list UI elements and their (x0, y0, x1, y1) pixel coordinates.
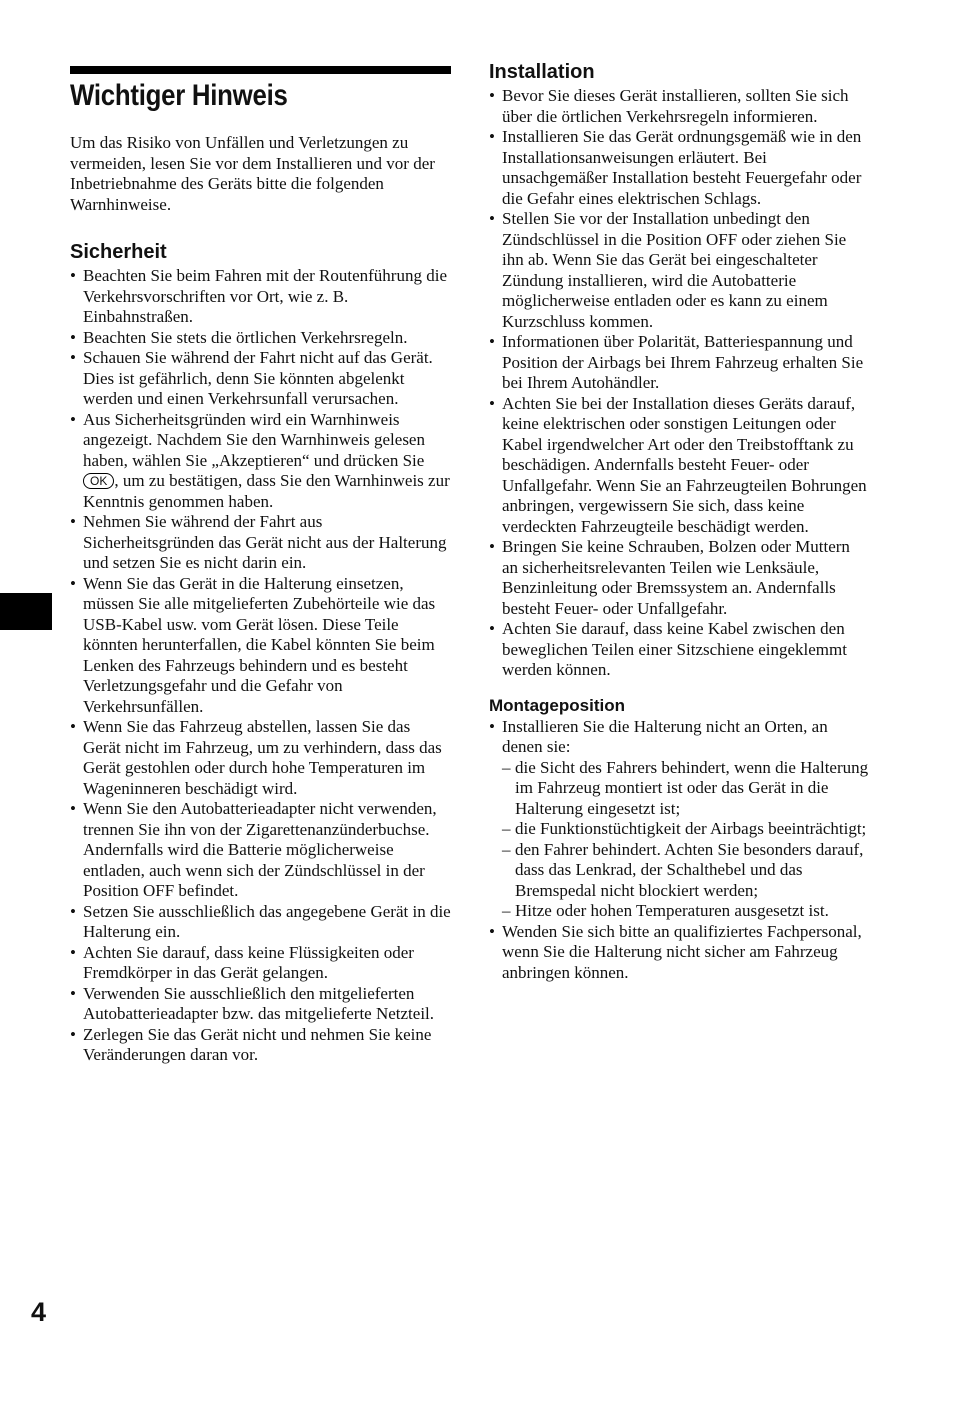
left-column (70, 133, 452, 1066)
sublist-item: – die Sicht des Fahrers behindert, wenn die Halterung im Fahrzeug montiert ist oder das Gerät in die Halterung eingesetzt ist; (502, 758, 869, 820)
list-item: • Stellen Sie vor der Installation unbedingt den Zündschlüssel in die Position OFF oder ziehen Sie ihn ab. Wenn Sie das Gerät bei eingeschalteter Zündung installieren, wird die Autobatterie möglicherweise entladen oder es kann zu einem Kurzschluss kommen. (489, 209, 869, 332)
list-item: • Installieren Sie das Gerät ordnungsgemäß wie in den Installationsanweisungen erläutert. Bei unsachgemäßer Installation besteht Feuergefahr oder die Gefahr eines elektrischen Schlags. (489, 127, 869, 209)
list-item (70, 410, 452, 513)
section-heading-installation: Installation (489, 61, 595, 83)
list-item: • Wenden Sie sich bitte an qualifiziertes Fachpersonal, wenn Sie die Halterung nicht sicher am Fahrzeug anbringen können. (489, 922, 869, 984)
ok-button-symbol: OK (83, 473, 114, 489)
sublist-item: – die Funktionstüchtigkeit der Airbags beeinträchtigt; (502, 819, 869, 840)
list-item: • Achten Sie bei der Installation dieses Geräts darauf, keine elektrischen oder sonstigen Leitungen oder Kabel irgendwelcher Art oder den Treibstofftank zu beschädigen. Andernfalls besteht Feuer- oder Unfallgefahr. Wenn Sie an Fahrzeugteilen Bohrungen anbringen, vergewissern Sie sich, dass keine verdeckten Fahrzeugteile beschädigt werden. (489, 394, 869, 538)
mounting-list (489, 717, 869, 984)
list-item-text: Aus Sicherheitsgründen wird ein Warnhinweis angezeigt. Nachdem Sie den Warnhinweis gelesen haben, wählen Sie „Akzeptieren“ und drücken Sie (83, 409, 425, 470)
intro-paragraph: Um das Risiko von Unfällen und Verletzungen zu vermeiden, lesen Sie vor dem Installieren und vor der Inbetriebnahme des Geräts bitte die folgenden Warnhinweise. (70, 133, 435, 214)
sublist-item: – den Fahrer behindert. Achten Sie besonders darauf, dass das Lenkrad, der Schalthebel und das Bremspedal nicht blockiert werden; (502, 840, 869, 902)
list-item: • Schauen Sie während der Fahrt nicht auf das Gerät. Dies ist gefährlich, denn Sie könnten abgelenkt werden und einen Verkehrsunfall verursachen. (70, 348, 452, 410)
list-item: • Wenn Sie das Fahrzeug abstellen, lassen Sie das Gerät nicht im Fahrzeug, um zu verhindern, dass das Gerät gestohlen oder durch hohe Temperaturen im Wageninneren beschädigt wird. (70, 717, 452, 799)
sublist-item: – Hitze oder hohen Temperaturen ausgesetzt ist. (502, 901, 869, 922)
list-item: • Nehmen Sie während der Fahrt aus Sicherheitsgründen das Gerät nicht aus der Halterung und setzen Sie es nicht darin ein. (70, 512, 452, 574)
page-title: Wichtiger Hinweis (70, 79, 288, 112)
list-item: • Zerlegen Sie das Gerät nicht und nehmen Sie keine Veränderungen daran vor. (70, 1025, 452, 1066)
page-number: 4 (31, 1297, 47, 1327)
subsection-heading-montageposition: Montageposition (489, 695, 625, 715)
list-item: • Beachten Sie beim Fahren mit der Routenführung die Verkehrsvorschriften vor Ort, wie z. B. Einbahnstraßen. (70, 266, 452, 328)
list-item: • Informationen über Polarität, Batteriespannung und Position der Airbags bei Ihrem Fahrzeug erhalten Sie bei Ihrem Autohändler. (489, 332, 869, 394)
list-item-text: Installieren Sie die Halterung nicht an Orten, an denen sie: (502, 716, 828, 756)
list-item: • Verwenden Sie ausschließlich den mitgelieferten Autobatterieadapter bzw. das mitgelieferte Netzteil. (70, 984, 452, 1025)
list-item: • Achten Sie darauf, dass keine Flüssigkeiten oder Fremdkörper in das Gerät gelangen. (70, 943, 452, 984)
safety-list (70, 266, 452, 1066)
list-item (489, 717, 869, 922)
title-rule (70, 66, 451, 74)
list-item: • Bevor Sie dieses Gerät installieren, sollten Sie sich über die örtlichen Verkehrsregeln informieren. (489, 86, 869, 127)
list-item: • Wenn Sie das Gerät in die Halterung einsetzen, müssen Sie alle mitgelieferten Zubehörteile wie das USB-Kabel usw. vom Gerät lösen. Diese Teile könnten herunterfallen, die Kabel könnten Sie beim Lenken des Fahrzeugs behindern und es besteht Verletzungsgefahr und die Gefahr von Verkehrsunfällen. (70, 574, 452, 718)
list-item: • Wenn Sie den Autobatterieadapter nicht verwenden, trennen Sie ihn von der Zigarettenanzünderbuchse. Andernfalls wird die Batterie möglicherweise entladen, auch wenn sich der Zündschlüssel in der Position OFF befindet. (70, 799, 452, 902)
section-heading-sicherheit: Sicherheit (70, 241, 167, 263)
list-item-text: , um zu bestätigen, dass Sie den Warnhinweis zur Kenntnis genommen haben. (83, 471, 450, 511)
installation-list (489, 86, 869, 681)
mounting-sublist (502, 758, 869, 922)
list-item: • Beachten Sie stets die örtlichen Verkehrsregeln. (70, 328, 452, 349)
chapter-tab-marker (0, 593, 52, 630)
right-column (489, 60, 869, 983)
list-item: • Achten Sie darauf, dass keine Kabel zwischen den beweglichen Teilen einer Sitzschiene eingeklemmt werden können. (489, 619, 869, 681)
list-item: • Setzen Sie ausschließlich das angegebene Gerät in die Halterung ein. (70, 902, 452, 943)
list-item: • Bringen Sie keine Schrauben, Bolzen oder Muttern an sicherheitsrelevanten Teilen wie Lenksäule, Benzinleitung oder Bremssystem an. Andernfalls besteht Feuer- oder Unfallgefahr. (489, 537, 869, 619)
